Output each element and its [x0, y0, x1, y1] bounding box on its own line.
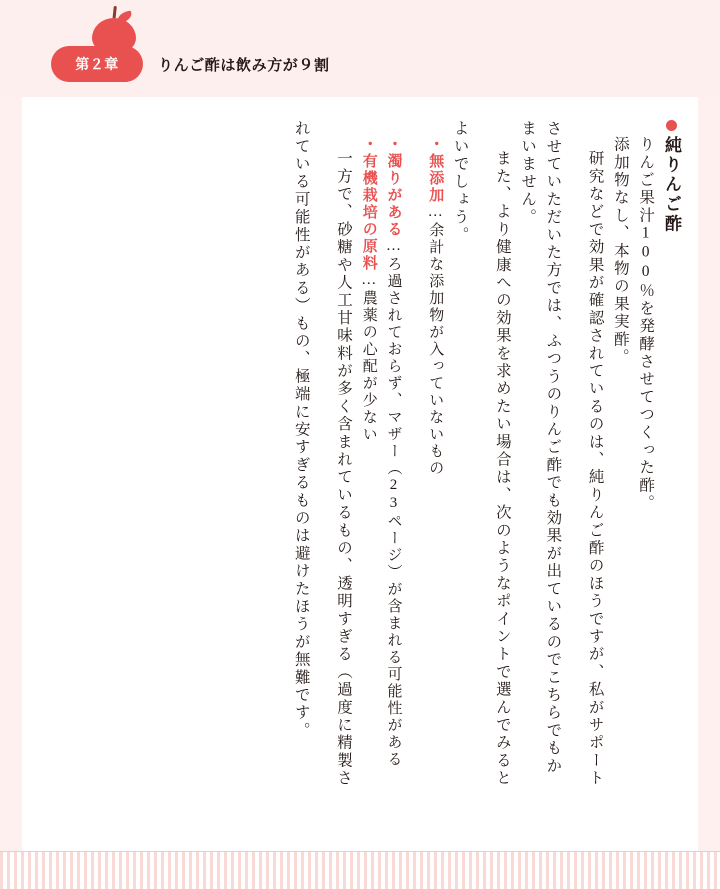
- page-edge-right: [698, 0, 720, 889]
- body-column-5: まいません。: [519, 120, 537, 227]
- bullet-key-2: 濁りがある: [385, 153, 402, 238]
- body-column-4: させていただいた方では、ふつうのりんご酢でも効果が出ているのでこちらでもか: [544, 120, 562, 775]
- chapter-badge: [51, 46, 143, 82]
- body-text-area: [40, 120, 680, 829]
- body-column-2: 添加物なし、本物の果実酢。: [611, 136, 629, 367]
- bullet-text-3: …余計な添加物が入っていないもの: [427, 204, 444, 477]
- bullet-item-3: [427, 120, 443, 845]
- section-heading: [662, 120, 680, 829]
- body-column-8: 一方で、砂糖や人工甘味料が多く含まれているもの、透明すぎる（過度に精製さ: [335, 150, 353, 788]
- chapter-badge-label: 第２章: [75, 56, 119, 72]
- heading-label: 純りんご酢: [662, 136, 681, 234]
- bullet-text-1: …農薬の心配が少ない: [360, 272, 377, 443]
- bullet-key-1: 有機栽培の原料: [360, 153, 377, 272]
- body-column-7: よいでしょう。: [451, 120, 469, 244]
- footer-band: [0, 851, 720, 889]
- bullet-marker-1: ・: [360, 136, 377, 153]
- bullet-marker-2: ・: [385, 136, 402, 153]
- page-edge-left: [0, 0, 22, 889]
- running-title: りんご酢は飲み方が９割: [158, 57, 330, 74]
- bullet-item-1: [360, 120, 376, 845]
- body-column-6: また、より健康への効果を求めたい場合は、次のようなポイントで選んでみると: [493, 150, 511, 788]
- bullet-dot-icon: [666, 120, 677, 131]
- footer-band-rule: [0, 851, 720, 852]
- body-column-3: 研究などで効果が確認されているのは、純りんご酢のほうですが、私がサポート: [586, 150, 604, 788]
- bullet-item-2: [385, 120, 401, 845]
- bullet-text-2: …ろ過されておらず、マザー（23ページ）が含まれる可能性がある: [385, 238, 402, 768]
- bullet-key-3: 無添加: [427, 153, 444, 204]
- body-column-1: りんご果汁100％を発酵させてつくった酢。: [637, 136, 655, 513]
- body-column-9: れている可能性がある）もの、極端に安すぎるものは避けたほうが無難です。: [292, 120, 310, 740]
- bullet-marker-3: ・: [427, 136, 444, 153]
